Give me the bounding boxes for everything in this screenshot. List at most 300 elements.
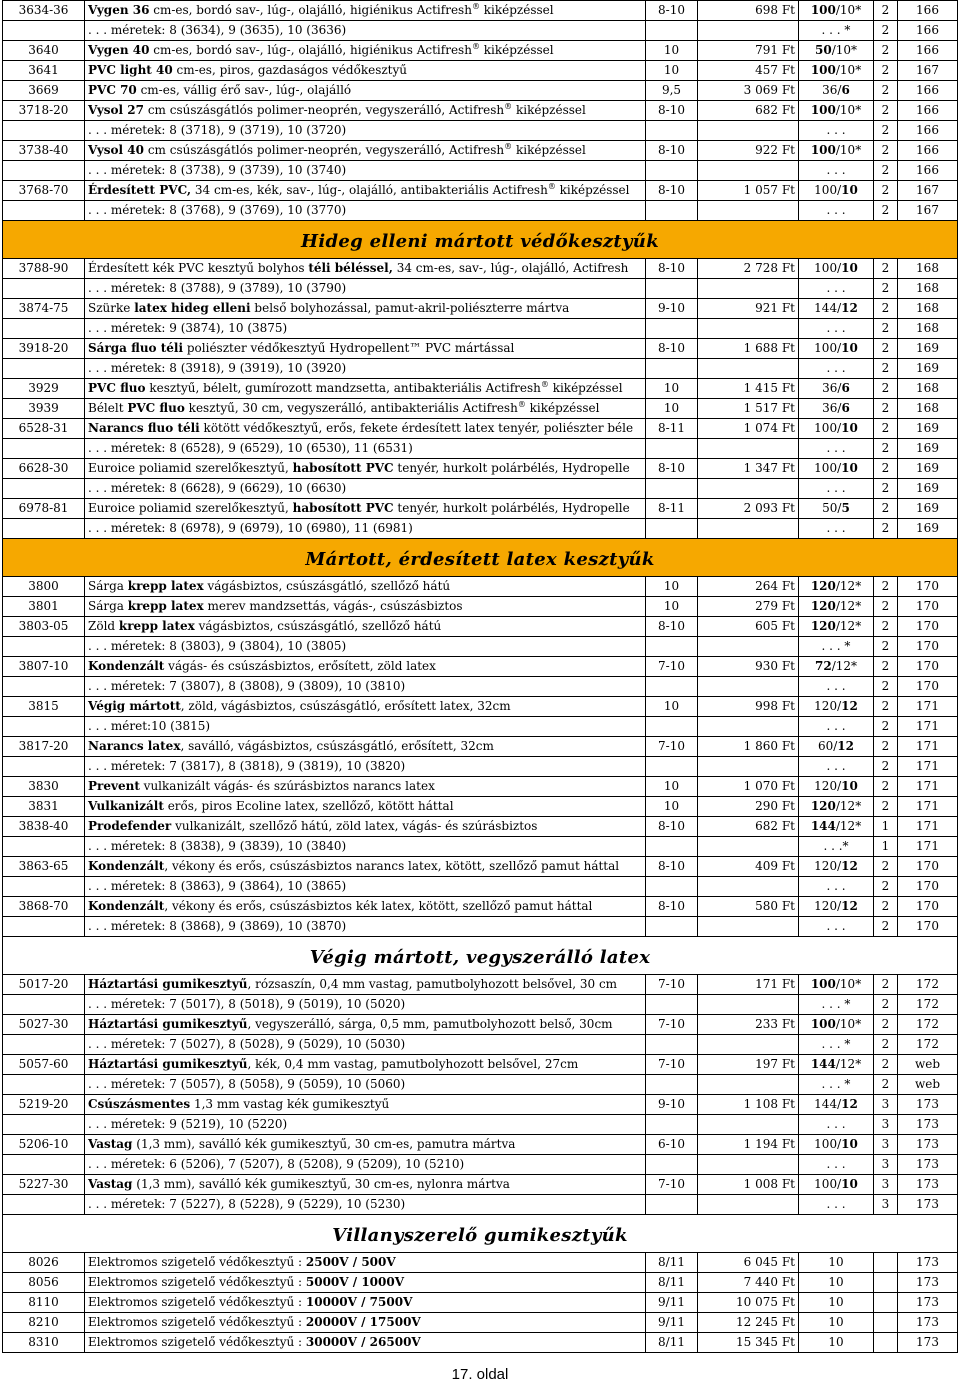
catalog-page-ref: 166 [898, 81, 958, 101]
product-description: Vastag (1,3 mm), saválló kék gumikesztyű, 30 cm-es, pamutra mártva [85, 1135, 646, 1155]
product-code: 5227-30 [3, 1175, 85, 1195]
category-number: 2 [874, 577, 898, 597]
packaging-qty: 36/6 [799, 81, 874, 101]
product-code: 3929 [3, 379, 85, 399]
unit-price [698, 161, 799, 181]
catalog-page-ref: 169 [898, 359, 958, 379]
product-description: Vysol 40 cm csúszásgátlós polimer-neoprén, vegyszerálló, Actifresh® kiképzéssel [85, 141, 646, 161]
product-description: Elektromos szigetelő védőkesztyű : 20000V / 17500V [85, 1313, 646, 1333]
category-number: 2 [874, 121, 898, 141]
category-number: 2 [874, 201, 898, 221]
product-code: 3918-20 [3, 339, 85, 359]
product-description: Elektromos szigetelő védőkesztyű : 30000V / 26500V [85, 1333, 646, 1353]
packaging-qty: . . . [799, 1195, 874, 1215]
catalog-page-ref: 173 [898, 1333, 958, 1353]
product-code: 3807-10 [3, 657, 85, 677]
unit-price [698, 1035, 799, 1055]
unit-price: 409 Ft [698, 857, 799, 877]
product-description: . . . méretek: 8 (6528), 9 (6529), 10 (6530), 11 (6531) [85, 439, 646, 459]
size-range: 8-11 [646, 499, 698, 519]
product-description: Háztartási gumikesztyű, rózsaszín, 0,4 mm vastag, pamutbolyhozott belsővel, 30 cm [85, 975, 646, 995]
packaging-qty: . . . * [799, 995, 874, 1015]
product-code [3, 995, 85, 1015]
size-range: 10 [646, 399, 698, 419]
packaging-qty: . . . * [799, 1075, 874, 1095]
product-row [3, 697, 958, 717]
packaging-qty: . . . [799, 917, 874, 937]
size-range: 10 [646, 61, 698, 81]
catalog-page-ref: 172 [898, 1035, 958, 1055]
size-range [646, 837, 698, 857]
product-code: 5017-20 [3, 975, 85, 995]
category-number: 2 [874, 617, 898, 637]
packaging-qty: . . . [799, 359, 874, 379]
unit-price [698, 757, 799, 777]
packaging-qty: 120/12* [799, 797, 874, 817]
unit-price [698, 359, 799, 379]
product-description: PVC fluo kesztyű, bélelt, gumírozott mandzsetta, antibakteriális Actifresh® kiképzéssel [85, 379, 646, 399]
product-description: Vygen 36 cm-es, bordó sav-, lúg-, olajálló, higiénikus Actifresh® kiképzéssel [85, 1, 646, 21]
product-code [3, 319, 85, 339]
packaging-qty: . . . [799, 677, 874, 697]
catalog-page-ref: 166 [898, 121, 958, 141]
packaging-qty: 60/12 [799, 737, 874, 757]
product-description: Euroice poliamid szerelőkesztyű, habosított PVC tenyér, hurkolt polárbélés, Hydropelle [85, 499, 646, 519]
category-number: 2 [874, 597, 898, 617]
product-description: Kondenzált, vékony és erős, csúszásbiztos narancs latex, kötött, szellőző pamut háttal [85, 857, 646, 877]
product-description: . . . méretek: 7 (5057), 8 (5058), 9 (5059), 10 (5060) [85, 1075, 646, 1095]
category-number: 3 [874, 1115, 898, 1135]
product-code: 3863-65 [3, 857, 85, 877]
product-code: 3801 [3, 597, 85, 617]
size-variant-row [3, 1035, 958, 1055]
size-variant-row [3, 1075, 958, 1095]
category-number [874, 1293, 898, 1313]
product-code [3, 479, 85, 499]
category-number: 2 [874, 1, 898, 21]
catalog-page-ref: 166 [898, 101, 958, 121]
catalog-page-ref: 173 [898, 1293, 958, 1313]
product-row [3, 101, 958, 121]
product-code: 6978-81 [3, 499, 85, 519]
packaging-qty: . . . * [799, 21, 874, 41]
catalog-page-ref: 171 [898, 797, 958, 817]
product-code: 3640 [3, 41, 85, 61]
unit-price [698, 1195, 799, 1215]
catalog-page-ref: 169 [898, 519, 958, 539]
size-range: 7-10 [646, 737, 698, 757]
product-code [3, 917, 85, 937]
product-description: . . . méretek: 8 (3838), 9 (3839), 10 (3840) [85, 837, 646, 857]
product-row [3, 379, 958, 399]
unit-price: 1 860 Ft [698, 737, 799, 757]
category-number: 1 [874, 817, 898, 837]
catalog-page-ref: 169 [898, 339, 958, 359]
size-range: 9/11 [646, 1313, 698, 1333]
product-description: . . . méretek: 7 (5227), 8 (5228), 9 (5229), 10 (5230) [85, 1195, 646, 1215]
product-description: . . . méretek: 7 (5017), 8 (5018), 9 (5019), 10 (5020) [85, 995, 646, 1015]
category-number: 2 [874, 161, 898, 181]
section-title: Hideg elleni mártott védőkesztyűk [301, 231, 659, 252]
size-range [646, 677, 698, 697]
category-number: 2 [874, 995, 898, 1015]
size-range [646, 995, 698, 1015]
unit-price: 7 440 Ft [698, 1273, 799, 1293]
unit-price: 171 Ft [698, 975, 799, 995]
product-row [3, 1313, 958, 1333]
size-range: 10 [646, 41, 698, 61]
packaging-qty: . . . [799, 439, 874, 459]
product-description: Narancs fluo téli kötött védőkesztyű, erős, fekete érdesített latex tenyér, poliészter béle [85, 419, 646, 439]
product-code: 3718-20 [3, 101, 85, 121]
packaging-qty: . . . [799, 479, 874, 499]
product-code [3, 1155, 85, 1175]
packaging-qty: . . . [799, 201, 874, 221]
product-row [3, 1135, 958, 1155]
size-range [646, 1075, 698, 1095]
product-row [3, 657, 958, 677]
category-number: 2 [874, 319, 898, 339]
unit-price: 279 Ft [698, 597, 799, 617]
product-description: . . . méretek: 7 (5027), 8 (5028), 9 (5029), 10 (5030) [85, 1035, 646, 1055]
category-number: 2 [874, 637, 898, 657]
product-description: . . . méretek: 9 (5219), 10 (5220) [85, 1115, 646, 1135]
category-number: 2 [874, 877, 898, 897]
packaging-qty: 144/12* [799, 817, 874, 837]
catalog-page-ref: 170 [898, 617, 958, 637]
size-range: 8/11 [646, 1333, 698, 1353]
product-description: . . . méretek: 8 (3788), 9 (3789), 10 (3790) [85, 279, 646, 299]
size-range: 10 [646, 577, 698, 597]
unit-price: 2 728 Ft [698, 259, 799, 279]
packaging-qty: . . . [799, 757, 874, 777]
packaging-qty: 144/12 [799, 299, 874, 319]
packaging-qty: . . . [799, 1115, 874, 1135]
size-variant-row [3, 1195, 958, 1215]
product-code [3, 1075, 85, 1095]
section-title: Villanyszerelő gumikesztyűk [332, 1225, 628, 1246]
packaging-qty: 100/10* [799, 975, 874, 995]
catalog-page-ref: 171 [898, 837, 958, 857]
catalog-page-ref: 173 [898, 1095, 958, 1115]
product-row [3, 1273, 958, 1293]
product-row [3, 419, 958, 439]
product-description: Végig mártott, zöld, vágásbiztos, csúszásgátló, erősített latex, 32cm [85, 697, 646, 717]
section-header-row [3, 937, 958, 975]
category-number: 3 [874, 1175, 898, 1195]
product-description: . . . méretek: 8 (3718), 9 (3719), 10 (3720) [85, 121, 646, 141]
catalog-page-ref: 169 [898, 459, 958, 479]
catalog-page-ref: 171 [898, 697, 958, 717]
size-variant-row [3, 201, 958, 221]
size-range: 10 [646, 777, 698, 797]
unit-price: 1 347 Ft [698, 459, 799, 479]
product-description: . . . méretek: 8 (3918), 9 (3919), 10 (3920) [85, 359, 646, 379]
size-range: 8-10 [646, 617, 698, 637]
product-row [3, 61, 958, 81]
category-number: 2 [874, 777, 898, 797]
unit-price [698, 21, 799, 41]
product-code [3, 1035, 85, 1055]
size-range [646, 917, 698, 937]
size-range: 9/11 [646, 1293, 698, 1313]
catalog-page-ref: 173 [898, 1115, 958, 1135]
product-code [3, 877, 85, 897]
unit-price: 930 Ft [698, 657, 799, 677]
product-code [3, 677, 85, 697]
catalog-page-ref: 168 [898, 399, 958, 419]
product-description: . . . méretek: 6 (5206), 7 (5207), 8 (5208), 9 (5209), 10 (5210) [85, 1155, 646, 1175]
size-range [646, 637, 698, 657]
packaging-qty: 10 [799, 1293, 874, 1313]
product-description: Háztartási gumikesztyű, kék, 0,4 mm vastag, pamutbolyhozott belsővel, 27cm [85, 1055, 646, 1075]
packaging-qty: 10 [799, 1333, 874, 1353]
size-range: 8-10 [646, 101, 698, 121]
size-range: 9-10 [646, 299, 698, 319]
product-row [3, 1333, 958, 1353]
product-row [3, 1175, 958, 1195]
product-code: 3768-70 [3, 181, 85, 201]
section-header-row [3, 1215, 958, 1253]
size-range [646, 121, 698, 141]
product-description: Kondenzált vágás- és csúszásbiztos, erősített, zöld latex [85, 657, 646, 677]
unit-price: 1 057 Ft [698, 181, 799, 201]
product-description: . . . méretek: 8 (3863), 9 (3864), 10 (3865) [85, 877, 646, 897]
product-description: . . . méretek: 8 (3768), 9 (3769), 10 (3770) [85, 201, 646, 221]
size-range [646, 1035, 698, 1055]
product-code [3, 359, 85, 379]
unit-price: 791 Ft [698, 41, 799, 61]
product-table [2, 0, 958, 1353]
catalog-page-ref: 168 [898, 379, 958, 399]
catalog-page-ref: 173 [898, 1313, 958, 1333]
unit-price: 10 075 Ft [698, 1293, 799, 1313]
product-row [3, 1253, 958, 1273]
category-number: 2 [874, 339, 898, 359]
section-title: Mártott, érdesített latex kesztyűk [305, 549, 655, 570]
catalog-page-ref: 173 [898, 1155, 958, 1175]
size-variant-row [3, 877, 958, 897]
unit-price: 197 Ft [698, 1055, 799, 1075]
size-variant-row [3, 359, 958, 379]
size-range: 10 [646, 697, 698, 717]
packaging-qty: 50/5 [799, 499, 874, 519]
unit-price: 457 Ft [698, 61, 799, 81]
size-variant-row [3, 677, 958, 697]
unit-price [698, 279, 799, 299]
catalog-page-ref: 166 [898, 41, 958, 61]
product-description: Euroice poliamid szerelőkesztyű, habosított PVC tenyér, hurkolt polárbélés, Hydropelle [85, 459, 646, 479]
unit-price: 1 074 Ft [698, 419, 799, 439]
catalog-page-ref: 169 [898, 499, 958, 519]
packaging-qty: 10 [799, 1253, 874, 1273]
size-range: 8/11 [646, 1253, 698, 1273]
packaging-qty: . . . * [799, 1035, 874, 1055]
unit-price [698, 877, 799, 897]
product-description: . . . méretek: 9 (3874), 10 (3875) [85, 319, 646, 339]
unit-price [698, 917, 799, 937]
page-number: 17. oldal [451, 1366, 509, 1383]
size-range [646, 439, 698, 459]
size-range [646, 877, 698, 897]
unit-price: 1 108 Ft [698, 1095, 799, 1115]
category-number: 1 [874, 837, 898, 857]
packaging-qty: 72/12* [799, 657, 874, 677]
product-description: . . . méretek: 8 (6978), 9 (6979), 10 (6980), 11 (6981) [85, 519, 646, 539]
product-description: Elektromos szigetelő védőkesztyű : 2500V / 500V [85, 1253, 646, 1273]
packaging-qty: 100/10* [799, 141, 874, 161]
product-description: Sárga krepp latex vágásbiztos, csúszásgátló, szellőző hátú [85, 577, 646, 597]
product-row [3, 577, 958, 597]
product-description: Prevent vulkanizált vágás- és szúrásbiztos narancs latex [85, 777, 646, 797]
category-number: 2 [874, 1015, 898, 1035]
unit-price: 580 Ft [698, 897, 799, 917]
category-number: 2 [874, 459, 898, 479]
category-number: 2 [874, 677, 898, 697]
size-variant-row [3, 21, 958, 41]
category-number: 2 [874, 717, 898, 737]
category-number [874, 1333, 898, 1353]
product-row [3, 1293, 958, 1313]
size-range [646, 161, 698, 181]
product-description: . . . méretek: 7 (3817), 8 (3818), 9 (3819), 10 (3820) [85, 757, 646, 777]
unit-price: 1 415 Ft [698, 379, 799, 399]
size-range: 8-10 [646, 857, 698, 877]
product-description: Sárga fluo téli poliészter védőkesztyű Hydropellent™ PVC mártással [85, 339, 646, 359]
product-code: 6628-30 [3, 459, 85, 479]
size-range: 7-10 [646, 657, 698, 677]
catalog-page-ref: 167 [898, 61, 958, 81]
product-row [3, 41, 958, 61]
unit-price: 290 Ft [698, 797, 799, 817]
product-code: 6528-31 [3, 419, 85, 439]
catalog-page-ref: 170 [898, 577, 958, 597]
product-code: 3634-36 [3, 1, 85, 21]
size-range [646, 21, 698, 41]
size-range [646, 319, 698, 339]
category-number: 2 [874, 279, 898, 299]
unit-price: 698 Ft [698, 1, 799, 21]
size-range: 9,5 [646, 81, 698, 101]
product-row [3, 857, 958, 877]
packaging-qty: 100/10 [799, 259, 874, 279]
unit-price [698, 121, 799, 141]
size-range: 8-10 [646, 339, 698, 359]
product-description: . . . méretek: 7 (3807), 8 (3808), 9 (3809), 10 (3810) [85, 677, 646, 697]
packaging-qty: 100/10 [799, 1135, 874, 1155]
product-row [3, 597, 958, 617]
unit-price: 3 069 Ft [698, 81, 799, 101]
product-row [3, 81, 958, 101]
unit-price [698, 479, 799, 499]
product-code [3, 519, 85, 539]
unit-price [698, 201, 799, 221]
size-variant-row [3, 319, 958, 339]
packaging-qty: 100/10 [799, 1175, 874, 1195]
size-range: 10 [646, 797, 698, 817]
product-code: 8310 [3, 1333, 85, 1353]
unit-price: 998 Ft [698, 697, 799, 717]
product-code [3, 161, 85, 181]
product-description: Prodefender vulkanizált, szellőző hátú, zöld latex, vágás- és szúrásbiztos [85, 817, 646, 837]
category-number: 2 [874, 657, 898, 677]
product-code: 3803-05 [3, 617, 85, 637]
size-range: 8-10 [646, 141, 698, 161]
product-description: . . . méretek: 8 (3868), 9 (3869), 10 (3870) [85, 917, 646, 937]
unit-price: 233 Ft [698, 1015, 799, 1035]
product-code [3, 837, 85, 857]
unit-price [698, 519, 799, 539]
packaging-qty: 100/10 [799, 459, 874, 479]
size-range: 8-10 [646, 181, 698, 201]
size-variant-row [3, 1115, 958, 1135]
product-code: 5057-60 [3, 1055, 85, 1075]
catalog-page-ref: 170 [898, 857, 958, 877]
category-number: 3 [874, 1155, 898, 1175]
unit-price [698, 637, 799, 657]
size-range: 8-10 [646, 259, 698, 279]
packaging-qty: 120/12 [799, 697, 874, 717]
product-row [3, 817, 958, 837]
product-description: Sárga krepp latex merev mandzsettás, vágás-, csúszásbiztos [85, 597, 646, 617]
category-number: 2 [874, 737, 898, 757]
packaging-qty: . . . [799, 519, 874, 539]
size-variant-row [3, 637, 958, 657]
size-range: 7-10 [646, 1015, 698, 1035]
category-number: 2 [874, 379, 898, 399]
packaging-qty: 10 [799, 1273, 874, 1293]
size-range [646, 757, 698, 777]
category-number: 2 [874, 797, 898, 817]
product-code: 3868-70 [3, 897, 85, 917]
size-range: 8-10 [646, 459, 698, 479]
catalog-page-ref: 166 [898, 21, 958, 41]
category-number: 2 [874, 897, 898, 917]
unit-price: 605 Ft [698, 617, 799, 637]
product-code: 8026 [3, 1253, 85, 1273]
product-code: 5027-30 [3, 1015, 85, 1035]
product-row [3, 617, 958, 637]
product-code [3, 757, 85, 777]
catalog-page-ref: 172 [898, 1015, 958, 1035]
catalog-page-ref: 173 [898, 1135, 958, 1155]
product-code: 8110 [3, 1293, 85, 1313]
unit-price [698, 319, 799, 339]
product-code: 3669 [3, 81, 85, 101]
size-variant-row [3, 519, 958, 539]
unit-price: 15 345 Ft [698, 1333, 799, 1353]
product-description: Elektromos szigetelő védőkesztyű : 5000V / 1000V [85, 1273, 646, 1293]
section-header-row [3, 221, 958, 259]
size-variant-row [3, 837, 958, 857]
packaging-qty: 120/12* [799, 617, 874, 637]
product-code: 3939 [3, 399, 85, 419]
product-row [3, 141, 958, 161]
size-range [646, 1195, 698, 1215]
unit-price: 1 070 Ft [698, 777, 799, 797]
product-description: Érdesített PVC, 34 cm-es, kék, sav-, lúg-, olajálló, antibakteriális Actifresh® kiképzéssel [85, 181, 646, 201]
product-code [3, 279, 85, 299]
category-number: 2 [874, 21, 898, 41]
unit-price: 1 194 Ft [698, 1135, 799, 1155]
product-row [3, 299, 958, 319]
size-range [646, 1155, 698, 1175]
packaging-qty: 120/12* [799, 597, 874, 617]
category-number: 2 [874, 439, 898, 459]
catalog-page-ref: 173 [898, 1273, 958, 1293]
product-description: . . . méretek: 8 (6628), 9 (6629), 10 (6630) [85, 479, 646, 499]
size-variant-row [3, 717, 958, 737]
